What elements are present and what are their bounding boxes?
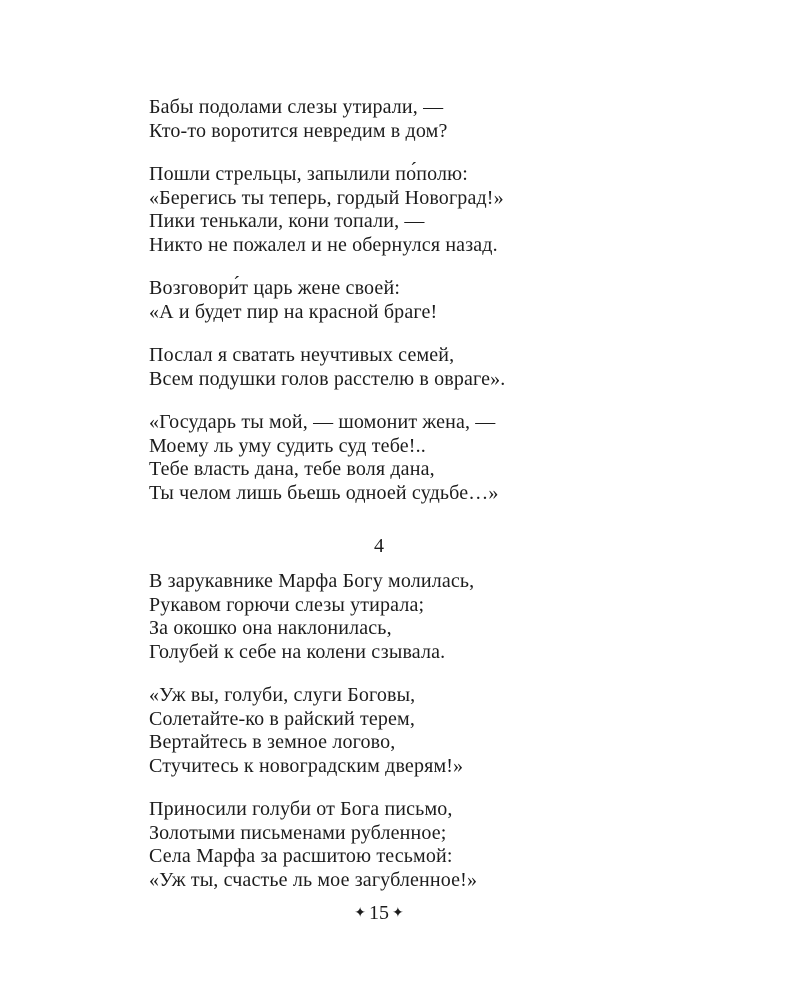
stanza (149, 96, 629, 143)
verse-line: Золотыми письменами рубленное; (149, 821, 447, 844)
verse-line: Кто-то воротится невредим в дом? (149, 119, 448, 142)
verse-line: «Уж ты, счастье ль мое загубленное!» (149, 868, 478, 891)
verse-line: Села Марфа за расшитою тесьмой: (149, 845, 453, 867)
verse-line: «Берегись ты теперь, гордый Новоград!» (149, 186, 504, 209)
poem-text-upper (149, 96, 629, 525)
verse-line: Всем подушки голов расстелю в овраге». (149, 367, 506, 390)
verse-line: Возговори́т царь жене своей: (149, 277, 401, 299)
stanza (149, 411, 629, 505)
verse-line: Послал я сватать неучтивых семей, (149, 344, 455, 366)
verse-line: В зарукавнике Марфа Богу молилась, (149, 570, 475, 592)
verse-line: Пошли стрельцы, запылили по́полю: (149, 163, 468, 185)
stanza (149, 163, 629, 257)
star-ornament-icon: ✦ (354, 906, 366, 921)
verse-line: Голубей к себе на колени сзывала. (149, 640, 446, 663)
star-ornament-icon: ✦ (392, 906, 404, 921)
poem-text-lower (149, 570, 629, 912)
stanza (149, 344, 629, 391)
verse-line: Ты челом лишь бьешь одноей судьбе…» (149, 481, 499, 504)
verse-line: Стучитесь к новоградским дверям!» (149, 754, 464, 777)
verse-line: Солетайте-ко в райский терем, (149, 707, 416, 730)
verse-line: За окошко она наклонилась, (149, 617, 392, 639)
verse-line: Вертайтесь в земное логово, (149, 731, 396, 753)
stanza (149, 684, 629, 778)
verse-line: «Государь ты мой, — шомонит жена, — (149, 411, 496, 433)
page-folio (149, 902, 609, 925)
verse-line: Моему ль уму судить суд тебе!.. (149, 434, 426, 457)
stanza (149, 570, 629, 664)
stanza (149, 277, 629, 324)
verse-line: Бабы подолами слезы утирали, — (149, 96, 444, 118)
stanza (149, 798, 629, 892)
page-number: 15 (369, 902, 389, 924)
verse-line: Никто не пожалел и не обернулся назад. (149, 233, 498, 256)
verse-line: Приносили голуби от Бога письмо, (149, 798, 453, 820)
verse-line: Тебе власть дана, тебе воля дана, (149, 458, 435, 480)
verse-line: «А и будет пир на красной браге! (149, 300, 438, 323)
verse-line: «Уж вы, голуби, слуги Боговы, (149, 684, 416, 706)
verse-line: Рукавом горючи слезы утирала; (149, 593, 425, 616)
section-number: 4 (374, 535, 384, 557)
verse-line: Пики тенькали, кони топали, — (149, 210, 425, 232)
